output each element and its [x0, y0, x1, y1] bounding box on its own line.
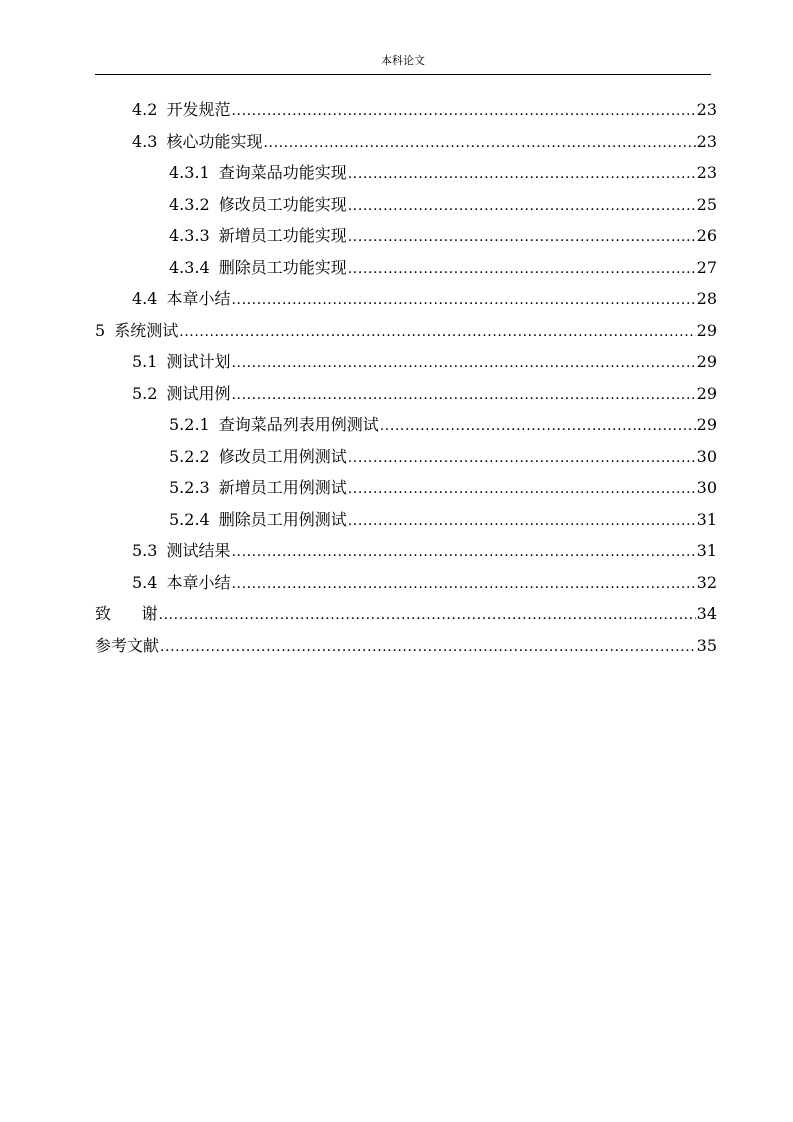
toc-dot-leader [380, 411, 696, 443]
toc-dot-leader [348, 506, 696, 538]
toc-entry-number: 5.2.1 [169, 415, 210, 434]
toc-entry-title [95, 315, 178, 347]
toc-entry-title [169, 220, 347, 252]
toc-entry-number: 4.4 [132, 289, 158, 308]
running-header: 本科论文 [381, 54, 425, 67]
toc-page-number: 30 [696, 446, 717, 466]
toc-entry[interactable] [95, 441, 717, 473]
toc-entry-title [132, 94, 230, 126]
toc-page-number: 29 [696, 320, 717, 340]
table-of-contents [95, 94, 717, 661]
toc-dot-leader [231, 569, 695, 601]
toc-dot-leader [231, 96, 695, 128]
toc-entry[interactable] [95, 283, 717, 315]
toc-entry[interactable] [95, 189, 717, 221]
toc-entry-text: 修改员工用例测试 [218, 446, 347, 466]
toc-page-number: 34 [696, 604, 717, 623]
toc-entry[interactable] [95, 126, 717, 158]
toc-page-number: 32 [696, 572, 717, 592]
toc-entry[interactable] [95, 535, 717, 567]
toc-entry[interactable] [95, 157, 717, 189]
toc-page-number: 29 [696, 383, 717, 403]
toc-entry-number: 5.2 [132, 383, 158, 403]
toc-entry-number: 5.4 [132, 572, 158, 592]
toc-entry-text: 删除员工用例测试 [218, 509, 347, 529]
toc-dot-leader [231, 537, 695, 569]
toc-entry-text: 核心功能实现 [166, 131, 263, 151]
toc-dot-leader [231, 348, 695, 380]
toc-entry-text: 查询菜品功能实现 [218, 163, 347, 182]
toc-entry-text: 本章小结 [166, 572, 231, 592]
toc-dot-leader [348, 159, 696, 191]
toc-page-number: 31 [696, 509, 717, 529]
toc-entry[interactable] [95, 346, 717, 378]
toc-entry-number: 4.3.2 [169, 194, 210, 214]
toc-dot-leader [263, 128, 695, 160]
toc-entry-title [132, 346, 230, 378]
toc-entry-number: 4.2 [132, 100, 158, 119]
toc-entry-title [95, 630, 159, 662]
toc-page-number: 35 [696, 635, 717, 655]
toc-dot-leader [231, 285, 695, 317]
toc-entry-title [169, 472, 347, 504]
toc-entry-text: 测试结果 [166, 541, 231, 560]
toc-entry-title [169, 189, 347, 221]
toc-entry-text: 新增员工用例测试 [218, 478, 347, 497]
toc-entry[interactable] [95, 472, 717, 504]
toc-entry[interactable] [95, 252, 717, 284]
toc-entry-number: 5.1 [132, 352, 158, 371]
toc-dot-leader [348, 474, 696, 506]
toc-entry-title [169, 409, 379, 441]
toc-entry-title [132, 535, 230, 567]
toc-entry[interactable] [95, 630, 717, 662]
toc-entry-title [132, 126, 262, 158]
toc-dot-leader [160, 632, 696, 664]
toc-dot-leader [159, 600, 696, 632]
toc-page-number: 30 [696, 478, 717, 497]
toc-entry-number: 5.2.3 [169, 478, 210, 497]
toc-entry-title [169, 441, 347, 473]
toc-entry-text: 测试计划 [166, 352, 231, 371]
toc-entry[interactable] [95, 378, 717, 410]
toc-entry-text: 本章小结 [166, 289, 231, 308]
toc-entry-number: 4.3.3 [169, 226, 210, 245]
toc-entry-number: 5 [95, 320, 106, 340]
toc-dot-leader [348, 254, 696, 286]
toc-entry-number: 4.3 [132, 131, 158, 151]
toc-page-number: 23 [696, 100, 717, 119]
toc-page-number: 25 [696, 194, 717, 214]
toc-dot-leader [348, 443, 696, 475]
toc-page-number: 29 [696, 352, 717, 371]
toc-dot-leader [348, 191, 696, 223]
toc-entry-number: 5.2.4 [169, 509, 210, 529]
toc-entry[interactable] [95, 220, 717, 252]
toc-entry-number: 5.2.2 [169, 446, 210, 466]
toc-entry-text: 致 谢 [95, 604, 158, 623]
toc-entry-text: 测试用例 [166, 383, 231, 403]
toc-page-number: 23 [696, 163, 717, 182]
toc-entry-text: 查询菜品列表用例测试 [218, 415, 379, 434]
toc-entry-text: 系统测试 [114, 320, 179, 340]
toc-entry-text: 开发规范 [166, 100, 231, 119]
toc-dot-leader [231, 380, 695, 412]
toc-page-number: 28 [696, 289, 717, 308]
toc-entry-title [95, 598, 158, 630]
toc-entry-title [169, 252, 347, 284]
toc-entry-title [169, 504, 347, 536]
toc-entry-title [132, 567, 230, 599]
toc-entry[interactable] [95, 567, 717, 599]
toc-entry-text: 新增员工功能实现 [218, 226, 347, 245]
toc-page-number: 26 [696, 226, 717, 245]
toc-entry[interactable] [95, 315, 717, 347]
toc-entry-number: 4.3.1 [169, 163, 210, 182]
toc-dot-leader [348, 222, 696, 254]
toc-entry-text: 参考文献 [95, 635, 160, 655]
toc-entry[interactable] [95, 409, 717, 441]
toc-page-number: 31 [696, 541, 717, 560]
toc-page-number: 29 [696, 415, 717, 434]
toc-entry[interactable] [95, 504, 717, 536]
toc-entry-title [132, 283, 230, 315]
toc-entry-title [169, 157, 347, 189]
toc-entry-number: 4.3.4 [169, 257, 210, 277]
toc-entry[interactable] [95, 598, 717, 630]
toc-entry[interactable] [95, 94, 717, 126]
toc-page-number: 27 [696, 257, 717, 277]
toc-page-number: 23 [696, 131, 717, 151]
header-rule [95, 74, 711, 75]
toc-entry-number: 5.3 [132, 541, 158, 560]
toc-dot-leader [179, 317, 695, 349]
toc-entry-title [132, 378, 230, 410]
toc-entry-text: 删除员工功能实现 [218, 257, 347, 277]
toc-entry-text: 修改员工功能实现 [218, 194, 347, 214]
